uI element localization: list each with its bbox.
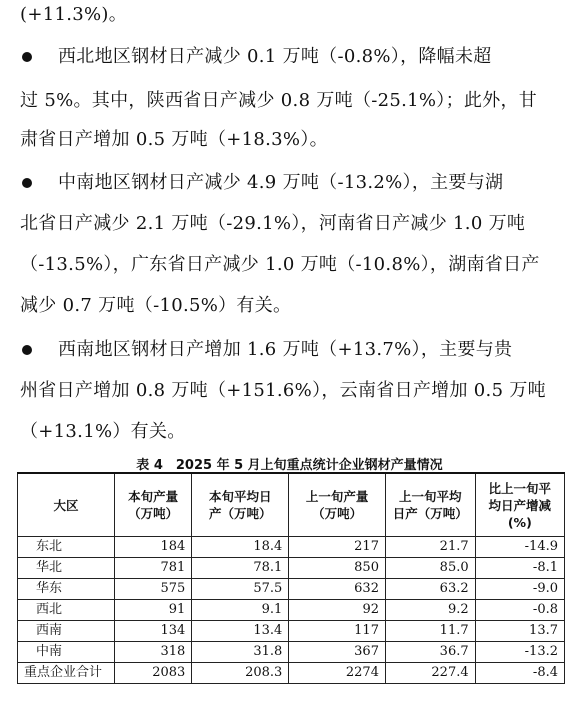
northwest-line-1: 西北地区钢材日产减少 0.1 万吨（-0.8%），降幅未超 — [58, 46, 492, 67]
cell-previous-output: 850 — [289, 558, 386, 579]
cell-current-daily-avg: 13.4 — [192, 621, 289, 642]
cell-daily-change: -14.9 — [475, 537, 564, 558]
bullet-icon — [22, 345, 32, 355]
cell-previous-daily-avg: 36.7 — [385, 642, 475, 663]
cell-daily-change: -8.4 — [475, 663, 564, 684]
cell-region: 中南 — [18, 642, 115, 663]
central-south-line-2: 北省日产减少 2.1 万吨（-29.1%），河南省日产减少 1.0 万吨 — [20, 213, 526, 234]
cell-previous-daily-avg: 63.2 — [385, 579, 475, 600]
cell-region: 重点企业合计 — [18, 663, 115, 684]
cell-current-daily-avg: 78.1 — [192, 558, 289, 579]
header-previous-output: 上一旬产量 （万吨） — [289, 473, 386, 537]
cell-current-output: 781 — [114, 558, 191, 579]
bullet-icon — [22, 52, 32, 62]
cell-previous-output: 117 — [289, 621, 386, 642]
cell-previous-output: 632 — [289, 579, 386, 600]
cell-current-daily-avg: 31.8 — [192, 642, 289, 663]
cell-daily-change: 13.7 — [475, 621, 564, 642]
cell-previous-output: 92 — [289, 600, 386, 621]
table-row — [18, 621, 565, 642]
northwest-line-2: 过 5%。其中，陕西省日产减少 0.8 万吨（-25.1%）；此外，甘 — [20, 90, 538, 111]
cell-current-daily-avg: 57.5 — [192, 579, 289, 600]
southwest-line-3: （+13.1%）有关。 — [20, 421, 186, 442]
cell-previous-daily-avg: 9.2 — [385, 600, 475, 621]
cell-previous-daily-avg: 21.7 — [385, 537, 475, 558]
cell-current-daily-avg: 18.4 — [192, 537, 289, 558]
table-caption: 表 4 2025 年 5 月上旬重点统计企业钢材产量情况 — [136, 458, 443, 473]
central-south-line-4: 减少 0.7 万吨（-10.5%）有关。 — [20, 295, 292, 316]
cell-region: 华东 — [18, 579, 115, 600]
central-south-line-1: 中南地区钢材日产减少 4.9 万吨（-13.2%），主要与湖 — [58, 172, 504, 193]
table-row — [18, 579, 565, 600]
southwest-line-2: 州省日产增加 0.8 万吨（+151.6%），云南省日产增加 0.5 万吨 — [20, 380, 546, 401]
cell-previous-output: 217 — [289, 537, 386, 558]
steel-production-table — [17, 472, 565, 684]
cell-current-daily-avg: 208.3 — [192, 663, 289, 684]
header-previous-daily-avg: 上一旬平均 日产（万吨） — [385, 473, 475, 537]
cell-previous-daily-avg: 227.4 — [385, 663, 475, 684]
table-header-row — [18, 473, 565, 537]
paragraph-tail-line: (+11.3%)。 — [20, 4, 128, 25]
cell-region: 西北 — [18, 600, 115, 621]
cell-current-output: 575 — [114, 579, 191, 600]
cell-previous-output: 367 — [289, 642, 386, 663]
southwest-line-1: 西南地区钢材日产增加 1.6 万吨（+13.7%），主要与贵 — [58, 339, 513, 360]
northwest-line-3: 肃省日产增加 0.5 万吨（+18.3%）。 — [20, 129, 328, 150]
header-region: 大区 — [18, 473, 115, 537]
cell-current-output: 318 — [114, 642, 191, 663]
cell-current-output: 91 — [114, 600, 191, 621]
table-row — [18, 600, 565, 621]
cell-region: 东北 — [18, 537, 115, 558]
cell-previous-daily-avg: 11.7 — [385, 621, 475, 642]
header-current-daily-avg: 本旬平均日 产（万吨） — [192, 473, 289, 537]
table-row — [18, 642, 565, 663]
cell-daily-change: -8.1 — [475, 558, 564, 579]
header-daily-change: 比上一旬平 均日产增减 (%) — [475, 473, 564, 537]
table-row — [18, 537, 565, 558]
cell-previous-daily-avg: 85.0 — [385, 558, 475, 579]
cell-current-output: 134 — [114, 621, 191, 642]
cell-current-output: 2083 — [114, 663, 191, 684]
cell-daily-change: -13.2 — [475, 642, 564, 663]
table-row — [18, 558, 565, 579]
cell-daily-change: -0.8 — [475, 600, 564, 621]
central-south-line-3: （-13.5%），广东省日产减少 1.0 万吨（-10.8%），湖南省日产 — [20, 254, 540, 275]
cell-daily-change: -9.0 — [475, 579, 564, 600]
cell-region: 西南 — [18, 621, 115, 642]
bullet-icon — [22, 178, 32, 188]
cell-region: 华北 — [18, 558, 115, 579]
cell-previous-output: 2274 — [289, 663, 386, 684]
cell-current-output: 184 — [114, 537, 191, 558]
header-current-output: 本旬产量 （万吨） — [114, 473, 191, 537]
cell-current-daily-avg: 9.1 — [192, 600, 289, 621]
table-total-row — [18, 663, 565, 684]
